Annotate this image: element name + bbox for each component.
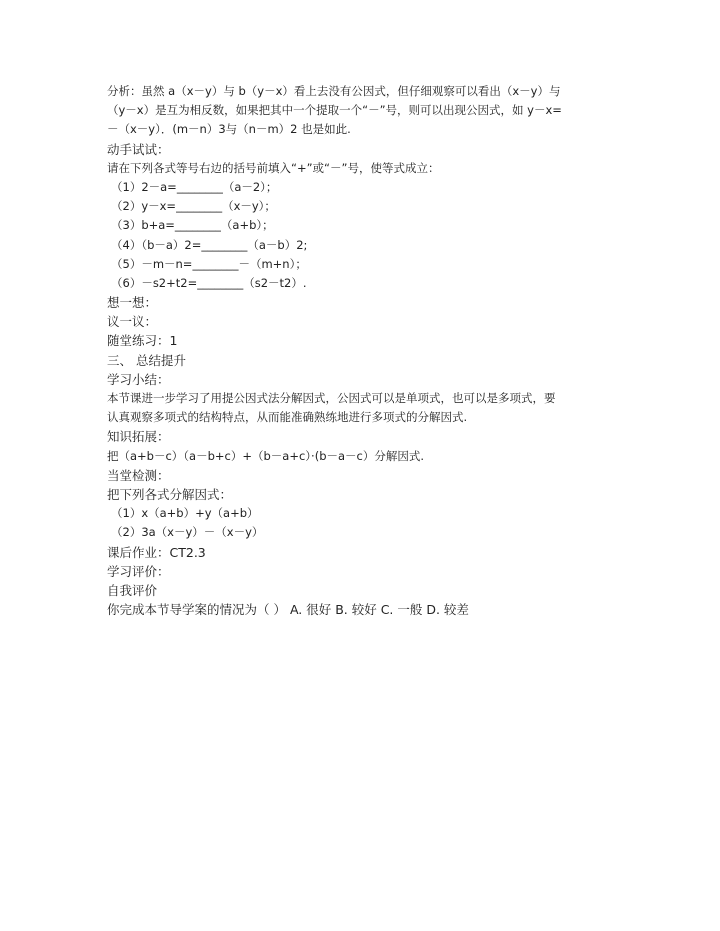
test-instruction: 把下列各式分解因式： [107, 486, 233, 502]
exercise-item-1: （1）2－a=________（a－2）； [111, 179, 278, 194]
summary-line-2: 认真观察多项式的结构特点，从而能准确熟练地进行多项式的分解因式. [107, 410, 468, 425]
test-item-1: （1）x（a+b）+y（a+b） [111, 506, 259, 521]
exercise-item-2: （2）y－x=________（x－y）； [111, 199, 276, 214]
section-heading-test: 当堂检测： [107, 467, 170, 483]
section-heading-practice: 随堂练习：1 [107, 333, 178, 349]
self-evaluation-heading: 自我评价 [107, 582, 158, 598]
self-evaluation-question: 你完成本节导学案的情况为（ ） A. 很好 B. 较好 C. 一般 D. 较差 [107, 602, 469, 618]
section-heading-think: 想一想： [107, 295, 158, 311]
section-heading-summary: 三、 总结提升 [107, 352, 186, 368]
section-heading-try: 动手试试： [107, 141, 170, 157]
analysis-line-3: －（x－y）．(m－n）3与（n－m）2 也是如此. [107, 122, 351, 137]
homework-line: 课后作业：CT2.3 [107, 544, 206, 560]
section-heading-discuss: 议一议： [107, 314, 158, 330]
document-body [107, 82, 627, 619]
exercise-item-4: （4）（b－a）2=________（a－b）2; [111, 237, 308, 252]
test-item-2: （2）3a（x－y）－（x－y） [111, 525, 264, 540]
instruction-line: 请在下列各式等号右边的括号前填入“+”或“－”号，使等式成立： [107, 160, 440, 175]
section-heading-evaluation: 学习评价： [107, 563, 170, 579]
exercise-item-3: （3）b+a=________（a+b）； [111, 218, 274, 233]
exercise-item-5: （5）－m－n=________－（m+n）； [111, 256, 307, 271]
extension-problem: 把（a+b－c）（a－b+c）+（b－a+c）·(b－a－c）分解因式. [107, 448, 425, 463]
summary-line-1: 本节课进一步学习了用提公因式法分解因式，公因式可以是单项式，也可以是多项式，要 [107, 391, 556, 405]
analysis-line-1: 分析：虽然 a（x－y）与 b（y－x）看上去没有公因式，但仔细观察可以看出（x－y）与 [107, 84, 561, 98]
analysis-line-2: （y－x）是互为相反数，如果把其中一个提取一个“－”号，则可以出现公因式，如 y－x= [107, 103, 562, 118]
section-heading-learning-summary: 学习小结： [107, 371, 170, 387]
exercise-item-6: （6）－s2+t2=________（s2－t2）. [111, 275, 307, 290]
section-heading-extension: 知识拓展： [107, 429, 170, 445]
